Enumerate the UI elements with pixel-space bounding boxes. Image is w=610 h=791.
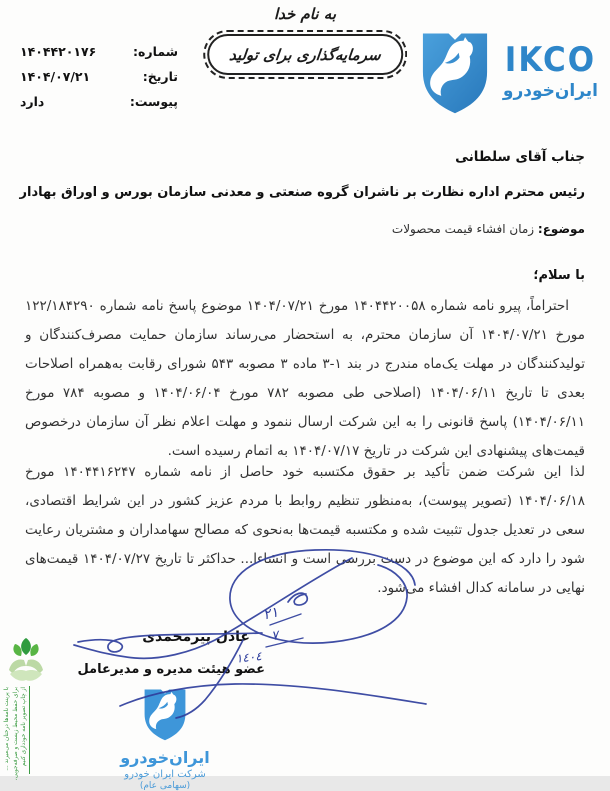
- eco-note-line2: برای حفظ محیط زیست و صرفه‌جویی،: [12, 687, 19, 781]
- letter-attachment-label: پیوست:: [129, 94, 178, 109]
- subject-value: زمان افشاء قیمت محصولات: [391, 222, 538, 236]
- eco-divider-line: [29, 686, 30, 774]
- salutation: با سلام؛: [533, 268, 585, 283]
- year-slogan-text: سرمایه‌گذاری برای تولید: [228, 46, 382, 64]
- subject-label: موضوع:: [537, 222, 585, 236]
- letter-date-label: تاریخ:: [142, 69, 178, 84]
- eco-note-line1: با پرینت نامه‌ها درختان می‌میرند ...: [4, 687, 10, 771]
- eco-note: [3, 687, 29, 781]
- footer-brand-fa: ایران‌خودرو: [120, 748, 210, 767]
- footer-ikco-logo: [112, 686, 218, 791]
- handwritten-year: ١٤٠٤: [235, 649, 263, 666]
- letter-number-label: شماره:: [133, 44, 178, 59]
- recipient-name: جناب آقای سلطانی: [455, 149, 585, 165]
- footer-ikco-shield-icon: [139, 686, 191, 742]
- letter-attachment-value: دارد: [20, 94, 45, 109]
- body-paragraph-2: لذا این شرکت ضمن تأکید بر حقوق مکتسبه خود حاصل از نامه شماره ۱۴۰۴۴۱۶۲۴۷ مورخ ۱۴۰۴/۰۶/۱۸ (تصویر پیوست)، به‌منظور تنظیم روابط با مردم عزیز کشور در این شرایط اقتصادی، سعی در تعدیل جدول تثبیت شده و مکتسبه قیمت‌ها به‌نحوی که مصالح سهامداران و مشتریان رعایت شود را دارد که این موضوع در دست بررسی است و انشاءا... حداکثر تا تاریخ ۱۴۰۴/۰۷/۲۷ قیمت‌های نهایی در سامانه کدال افشاء می‌شود.: [25, 464, 585, 596]
- eco-hands-icon: [7, 636, 45, 682]
- ikco-wordmark-fa: ایران‌خودرو: [502, 81, 598, 101]
- ikco-logo: [415, 28, 598, 116]
- ikco-wordmark-en: IKCO: [504, 40, 597, 80]
- handwritten-day: ۲۱: [261, 604, 280, 624]
- footer-company-name: شرکت ایران خودرو: [124, 769, 206, 780]
- letter-date-row: [20, 69, 178, 84]
- year-slogan-stamp: [207, 34, 403, 75]
- letter-date-value: ۱۴۰۴/۰۷/۲۱: [20, 69, 91, 84]
- letter-number-row: [20, 44, 178, 59]
- handwritten-month: ۷: [270, 628, 280, 645]
- signatory-name: عادل پیرمحمدی: [142, 629, 250, 645]
- footer-company-type: (سهامی عام): [139, 781, 191, 791]
- signatory-title: عضو هیئت مدیره و مدیرعامل: [77, 662, 265, 677]
- ikco-shield-icon: [415, 28, 495, 116]
- letter-attachment-row: [20, 94, 178, 109]
- letter-number-value: ۱۴۰۴۴۲۰۱۷۶: [20, 44, 97, 59]
- subject-line: [392, 222, 585, 236]
- letter-meta-block: [20, 44, 178, 119]
- eco-note-line3: از چاپ تصویر نامه خودداری کنیم: [21, 687, 28, 767]
- body-paragraph-1: احتراماً، پیرو نامه شماره ۱۴۰۴۴۲۰۰۵۸ مورخ ۱۴۰۴/۰۷/۲۱ موضوع پاسخ نامه شماره ۱۲۲/۱۸۴۲۹۰ مورخ ۱۴۰۴/۰۷/۲۱ آن سازمان محترم، به استحضار می‌رساند سازمان حمایت مصرف‌کنندگان و تولیدکنندگان در مهلت یک‌ماه مندرج در بند ۱-۳ ماده ۳ مصوبه ۵۴۳ شورای رقابت به‌همراه اصلاحات بعدی تا تاریخ ۱۴۰۴/۰۶/۱۱ (اصلاحی طی مصوبه ۷۸۲ مورخ ۱۴۰۴/۰۶/۰۴ و مصوبه ۷۸۴ مورخ ۱۴۰۴/۰۶/۱۱) پاسخ قانونی را به این شرکت ارسال ننمود و مهلت اعلام نظر آن سازمان درخصوص قیمت‌های پیشنهادی این شرکت در تاریخ ۱۴۰۴/۰۷/۱۷ به اتمام رسیده است.: [25, 298, 585, 459]
- recipient-title: رئیس محترم اداره نظارت بر ناشران گروه صنعتی و معدنی سازمان بورس و اوراق بهادار: [19, 185, 585, 200]
- bismillah-text: به نام خدا: [273, 5, 336, 23]
